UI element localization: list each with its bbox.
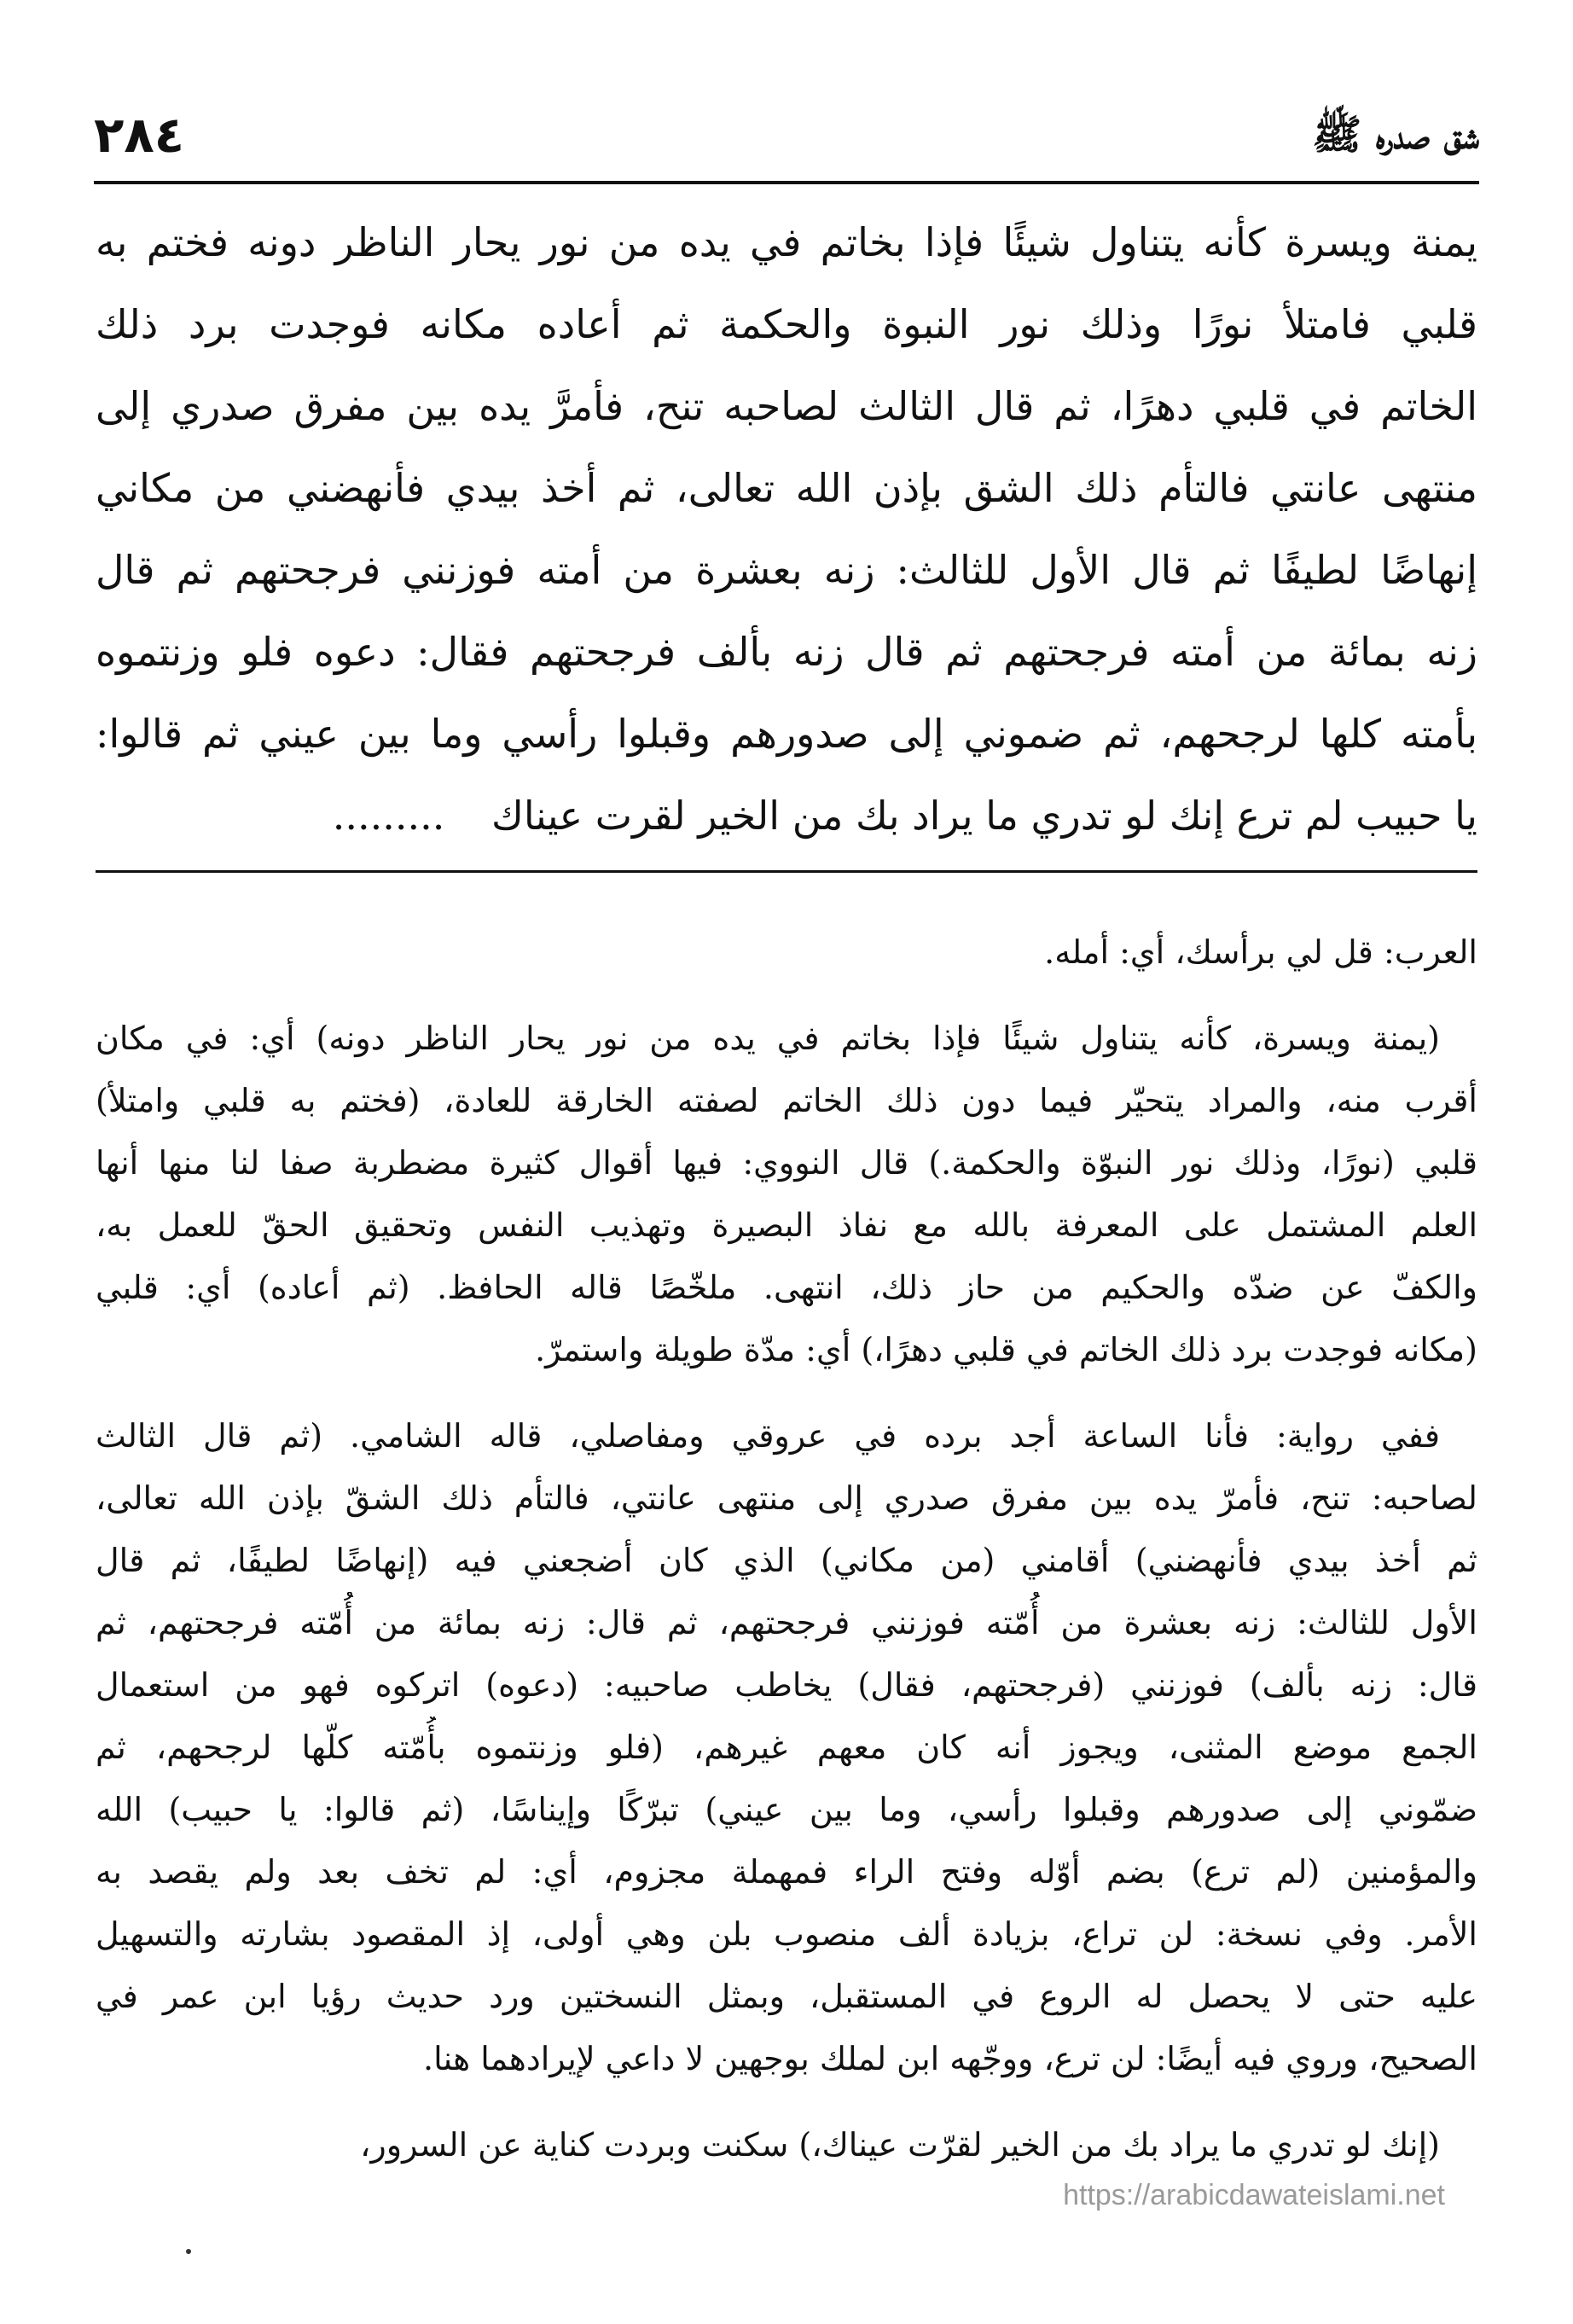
main-text-line: يا حبيب لم ترع إنك لو تدري ما يراد بك من الخير لقرت عيناك: [490, 793, 1477, 839]
commentary-line: (مكانه فوجدت برد ذلك الخاتم في قلبي دهرًا،) أي: مدّة طويلة واستمرّ.: [535, 1331, 1477, 1368]
commentary: [96, 921, 1477, 2176]
commentary-line: ففي رواية: فأنا الساعة أجد برده في عروقي ومفاصلي، قاله الشامي. (ثم قال الثالث: [96, 1417, 1440, 1455]
commentary-line: الصحيح، وروي فيه أيضًا: لن ترع، ووجّهه ابن لملك بوجهين لا داعي لإيرادهما هنا.: [422, 2040, 1477, 2077]
commentary-line: قال: زنه بألف) فوزنني (فرجحتهم، فقال) يخاطب صاحبيه: (دعوه) اتركوه فهو من استعمال: [96, 1666, 1477, 1704]
footnote-separator: [96, 870, 1477, 873]
commentary-line: ثم أخذ بيدي فأنهضني) أقامني (من مكاني) الذي كان أضجعني فيه (إنهاضًا لطيفًا، ثم قال: [96, 1542, 1477, 1579]
page-header: [94, 96, 1479, 174]
main-text-line: قلبي فامتلأ نورًا وذلك نور النبوة والحكمة ثم أعاده مكانه فوجدت برد ذلك: [96, 301, 1477, 347]
running-title: شق صدره ﷺ: [1312, 111, 1479, 159]
watermark-url: https://arabicdawateislami.net: [1063, 2179, 1445, 2211]
main-text-line: زنه بمائة من أمته فرجحتهم ثم قال زنه بألف فرجحتهم فقال: دعوه فلو وزنتموه: [96, 629, 1477, 675]
continuation-ellipsis: .........: [332, 793, 445, 839]
commentary-line: العلم المشتمل على المعرفة بالله مع نفاذ البصيرة وتهذيب النفس وتحقيق الحقّ للعمل به،: [96, 1206, 1477, 1244]
paragraph-gap: [96, 984, 1477, 1008]
commentary-line: والمؤمنين (لم ترع) بضم أوّله وفتح الراء فمهملة مجزوم، أي: لم تخف بعد ولم يقصد به: [96, 1853, 1477, 1891]
commentary-line: والكفّ عن ضدّه والحكيم من حاز ذلك، انتهى. ملخّصًا قاله الحافظ. (ثم أعاده) أي: قلبي: [96, 1269, 1477, 1306]
commentary-line: الأمر. وفي نسخة: لن تراع، بزيادة ألف منصوب بلن وهي أولى، إذ المقصود بشارته والتسهيل: [96, 1915, 1477, 1953]
main-text: [96, 201, 1477, 857]
main-text-last-line: [96, 775, 1477, 857]
main-text-line: إنهاضًا لطيفًا ثم قال الأول للثالث: زنه بعشرة من أمته فوزنني فرجحتهم ثم قال: [96, 547, 1477, 593]
commentary-line: ضمّوني إلى صدورهم وقبلوا رأسي، وما بين عيني) تبرّكًا وإيناسًا، (ثم قالوا: يا حبيب) الله: [96, 1791, 1477, 1828]
page-speck: [186, 2249, 191, 2254]
main-text-line: الخاتم في قلبي دهرًا، ثم قال الثالث لصاحبه تنح، فأمرَّ يده بين مفرق صدري إلى: [96, 383, 1477, 429]
commentary-line: أقرب منه، والمراد يتحيّر فيما دون ذلك الخاتم لصفته الخارقة للعادة، (فختم به قلبي وامتلأ): [96, 1082, 1477, 1119]
paragraph-gap: [96, 2090, 1477, 2114]
commentary-line: الجمع موضع المثنى، ويجوز أنه كان معهم غيرهم، (فلو وزنتموه بأُمّته كلّها لرجحهم، ثم: [96, 1728, 1477, 1766]
commentary-line: عليه حتى لا يحصل له الروع في المستقبل، وبمثل النسختين ورد حديث رؤيا ابن عمر في: [96, 1978, 1477, 2015]
commentary-line: الأول للثالث: زنه بعشرة من أُمّته فوزنني فرجحتهم، ثم قال: زنه بمائة من أُمّته فرجحتهم، ثم: [96, 1604, 1477, 1641]
commentary-line: قلبي (نورًا، وذلك نور النبوّة والحكمة.) قال النووي: فيها أقوال كثيرة مضطربة صفا لنا منها أنها: [96, 1144, 1477, 1182]
main-text-line: منتهى عانتي فالتأم ذلك الشق بإذن الله تعالى، ثم أخذ بيدي فأنهضني من مكاني: [96, 465, 1477, 511]
main-text-line: يمنة ويسرة كأنه يتناول شيئًا فإذا بخاتم في يده من نور يحار الناظر دونه فختم به: [96, 219, 1477, 265]
header-rule: [94, 181, 1479, 184]
commentary-line: (يمنة ويسرة، كأنه يتناول شيئًا فإذا بخاتم في يده من نور يحار الناظر دونه) أي: في مكان: [96, 1020, 1440, 1057]
commentary-line: (إنك لو تدري ما يراد بك من الخير لقرّت عيناك،) سكنت وبردت كناية عن السرور،: [360, 2126, 1440, 2164]
page-number: ٢٨٤: [94, 106, 185, 164]
commentary-line: العرب: قل لي برأسك، أي: أمله.: [1044, 933, 1477, 971]
main-text-line: بأمته كلها لرجحهم، ثم ضموني إلى صدورهم وقبلوا رأسي وما بين عيني ثم قالوا:: [96, 711, 1477, 757]
paragraph-gap: [96, 1381, 1477, 1405]
commentary-line: لصاحبه: تنح، فأمرّ يده بين مفرق صدري إلى منتهى عانتي، فالتأم ذلك الشقّ بإذن الله تعالى،: [96, 1479, 1477, 1517]
